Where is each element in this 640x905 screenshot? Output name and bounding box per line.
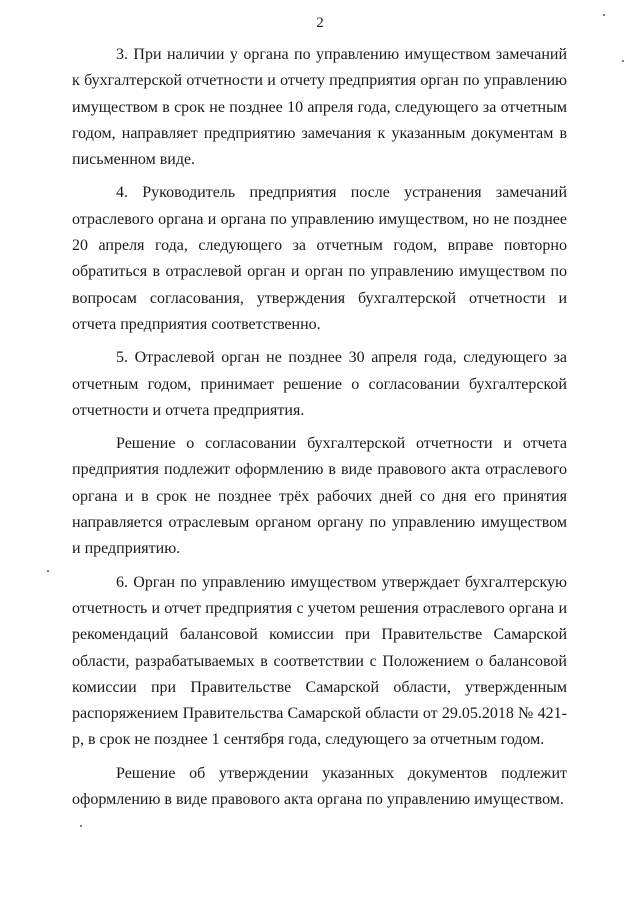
paragraph-item-4: 4. Руководитель предприятия после устранения замечаний отраслевого органа и органа по управлению имуществом, но не позднее 20 апреля года, следующего за отчетным годом, вправе повторно обратиться в отраслевой орган и орган по управлению имуществом по вопросам согласования, утверждения бухгалтерской отчетности и отчета предприятия соответственно. [72, 184, 567, 333]
scan-speck [603, 14, 605, 16]
paragraph-item-5: 5. Отраслевой орган не позднее 30 апреля года, следующего за отчетным годом, принимает решение о согласовании бухгалтерской отчетности и отчета предприятия. [72, 349, 567, 419]
document-body [72, 42, 567, 813]
scan-speck [47, 570, 49, 572]
paragraph-approval-decision: Решение о согласовании бухгалтерской отчетности и отчета предприятия подлежит оформлению в виде правового акта отраслевого органа и в срок не позднее трёх рабочих дней со дня его принятия направляется отраслевым органом органу по управлению имуществом и предприятию. [72, 435, 567, 558]
paragraph-final-decision: Решение об утверждении указанных документов подлежит оформлению в виде правового акта органа по управлению имуществом. [72, 764, 567, 809]
scan-speck [80, 825, 82, 827]
page-number: 2 [316, 15, 324, 31]
paragraph-item-3: 3. При наличии у органа по управлению имуществом замечаний к бухгалтерской отчетности и отчету предприятия орган по управлению имуществом в срок не позднее 10 апреля года, следующего за отчетным годом, направляет предприятию замечания к указанным документам в письменном виде. [72, 46, 567, 169]
scan-speck [622, 60, 624, 62]
paragraph-item-6: 6. Орган по управлению имуществом утверждает бухгалтерскую отчетность и отчет предприятия с учетом решения отраслевого органа и рекомендаций балансовой комиссии при Правительстве Самарской области, разрабатываемых в соответствии с Положением о балансовой комиссии при Правительстве Самарской области, утвержденным распоряжением Правительства Самарской области от 29.05.2018 № 421-р, в срок не позднее 1 сентября года, следующего за отчетным годом. [72, 573, 567, 749]
